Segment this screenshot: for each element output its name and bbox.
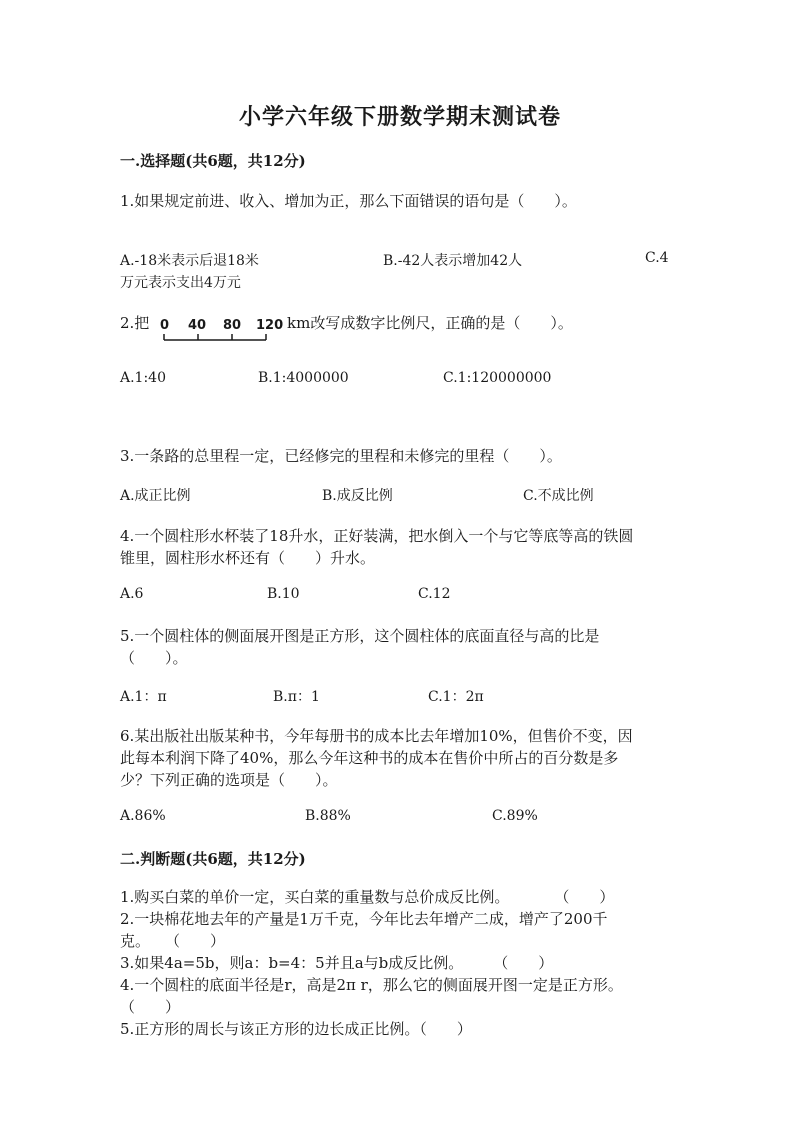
judgement-5: 5.正方形的周长与该正方形的边长成正比例。（ ） xyxy=(120,1020,472,1038)
question-1-option-a: A.-18米表示后退18米 xyxy=(120,253,259,269)
judgement-2-line1: 2.一块棉花地去年的产量是1万千克，今年比去年增产二成，增产了200千 xyxy=(120,910,608,928)
question-6-option-a: A.86% xyxy=(120,808,166,824)
judgement-1: 1.购买白菜的单价一定，买白菜的重量数与总价成反比例。 （ ） xyxy=(120,888,615,906)
question-3-option-c: C.不成比例 xyxy=(523,488,594,504)
question-5-option-c: C.1：2π xyxy=(428,689,484,705)
question-2-option-b: B.1:4000000 xyxy=(258,370,349,386)
question-4-stem-line1: 4.一个圆柱形水杯装了18升水，正好装满，把水倒入一个与它等底等高的铁圆 xyxy=(120,527,634,545)
question-6-option-b: B.88% xyxy=(305,808,351,824)
judgement-4-line2: （ ） xyxy=(120,998,181,1016)
question-6-stem-line1: 6.某出版社出版某种书，今年每册书的成本比去年增加10%，但售价不变，因 xyxy=(120,727,633,745)
page-title: 小学六年级下册数学期末测试卷 xyxy=(238,104,561,130)
question-2-stem-prefix: 2.把 xyxy=(120,314,150,332)
scale-label-80: 80 xyxy=(223,318,242,333)
question-6-option-c: C.89% xyxy=(492,808,538,824)
question-1-option-c: C.4 xyxy=(645,250,669,266)
question-5-stem-line2: （ ）。 xyxy=(120,649,188,667)
scale-label-0: 0 xyxy=(160,318,170,333)
question-6-stem-line3: 少？下列正确的选项是（ ）。 xyxy=(120,771,338,789)
question-2-option-a: A.1:40 xyxy=(120,370,166,386)
question-5-stem-line1: 5.一个圆柱体的侧面展开图是正方形，这个圆柱体的底面直径与高的比是 xyxy=(120,627,600,645)
judgement-4-line1: 4.一个圆柱的底面半径是r，高是2π r，那么它的侧面展开图一定是正方形。 xyxy=(120,976,623,994)
question-4-option-b: B.10 xyxy=(267,586,300,602)
judgement-2-line2: 克。 （ ） xyxy=(120,932,226,950)
question-3-stem: 3.一条路的总里程一定，已经修完的里程和未修完的里程（ ）。 xyxy=(120,447,562,465)
question-5-option-b: B.π：1 xyxy=(273,689,320,705)
scale-bar-figure xyxy=(160,318,284,348)
question-5-option-a: A.1：π xyxy=(120,689,167,705)
question-4-option-c: C.12 xyxy=(418,586,451,602)
section-heading-judgement: 二.判断题(共6题，共12分) xyxy=(120,850,306,868)
question-3-option-a: A.成正比例 xyxy=(120,488,191,504)
question-4-stem-line2: 锥里，圆柱形水杯还有（ ）升水。 xyxy=(120,549,376,567)
question-6-stem-line2: 此每本利润下降了40%，那么今年这种书的成本在售价中所占的百分数是多 xyxy=(120,749,619,767)
question-1-option-b: B.-42人表示增加42人 xyxy=(383,253,523,269)
section-heading-choice: 一.选择题(共6题，共12分) xyxy=(120,152,306,170)
scale-label-40: 40 xyxy=(188,318,207,333)
scale-label-120: 120 xyxy=(256,318,284,333)
question-4-option-a: A.6 xyxy=(120,586,144,602)
question-3-option-b: B.成反比例 xyxy=(322,488,393,504)
judgement-3: 3.如果4a=5b，则a：b=4：5并且a与b成反比例。 （ ） xyxy=(120,954,554,972)
question-1-option-c-continued: 万元表示支出4万元 xyxy=(120,275,241,291)
question-2-stem-suffix: km改写成数字比例尺，正确的是（ ）。 xyxy=(287,314,573,332)
scale-bar-line xyxy=(160,318,270,348)
question-2-option-c: C.1:120000000 xyxy=(443,370,552,386)
question-1-stem: 1.如果规定前进、收入、增加为正，那么下面错误的语句是（ ）。 xyxy=(120,192,577,210)
